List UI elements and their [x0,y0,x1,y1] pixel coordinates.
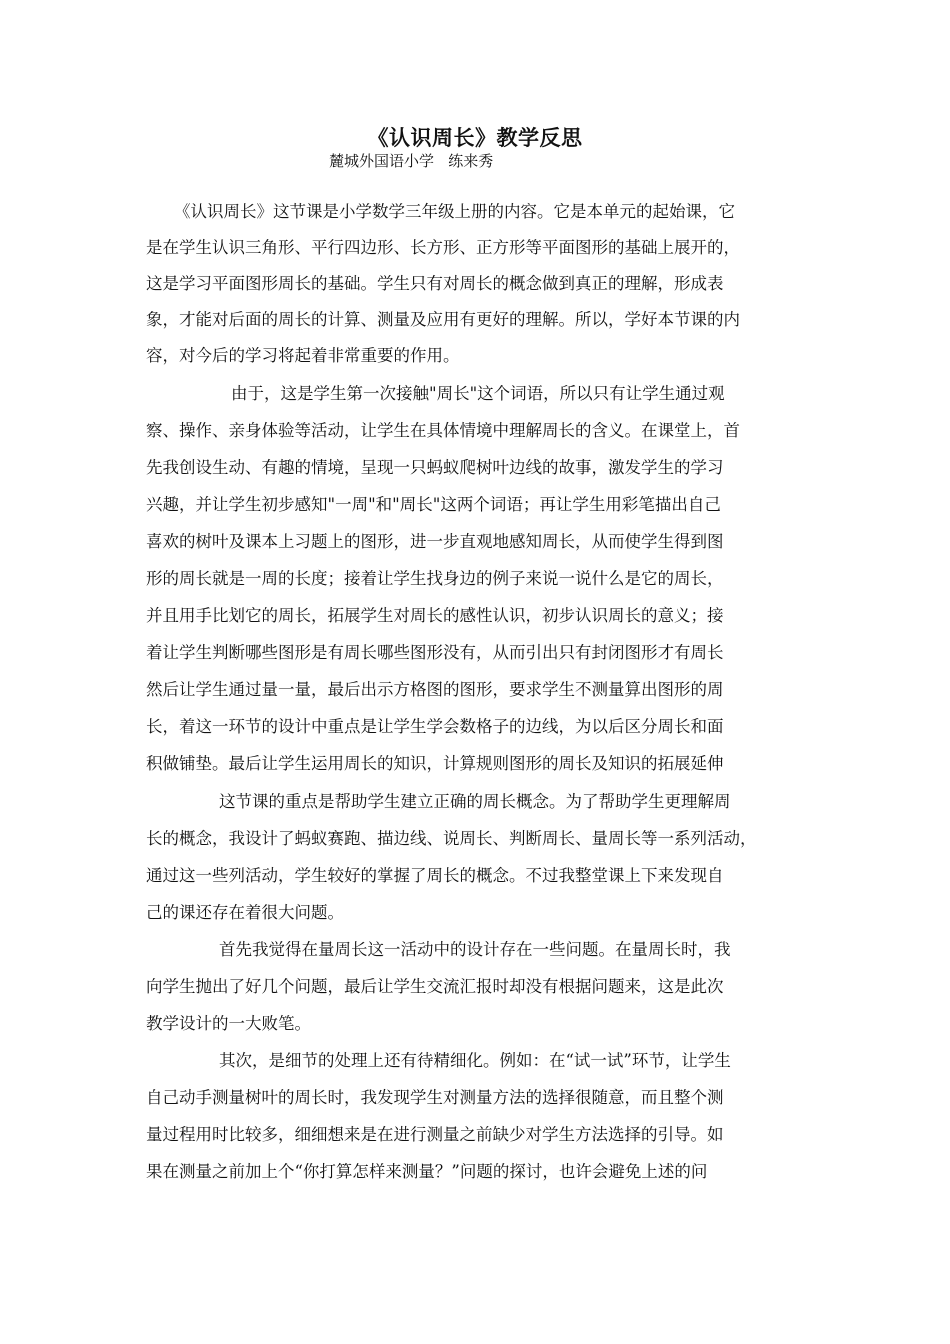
paragraph-2-line: 着让学生判断哪些图形是有周长哪些图形没有，从而引出只有封闭图形才有周长 [146,643,724,662]
paragraph-5-line: 自己动手测量树叶的周长时，我发现学生对测量方法的选择很随意，而且整个测 [146,1088,724,1107]
paragraph-5-line: 其次，是细节的处理上还有待精细化。例如：在“试一试”环节，让学生 [219,1051,731,1070]
paragraph-2-line: 积做铺垫。最后让学生运用周长的知识，计算规则图形的周长及知识的拓展延伸 [146,754,724,773]
paragraph-1-line: 容，对今后的学习将起着非常重要的作用。 [146,346,460,365]
paragraph-2-line: 长，着这一环节的设计中重点是让学生学会数格子的边线，为以后区分周长和面 [146,717,724,736]
paragraph-4-line: 教学设计的一大败笔。 [146,1014,311,1033]
paragraph-1-line: 《认识周长》这节课是小学数学三年级上册的内容。它是本单元的起始课，它 [174,202,735,221]
paragraph-2-line: 由于，这是学生第一次接触"周长"这个词语，所以只有让学生通过观 [231,384,725,403]
paragraph-1-line: 是在学生认识三角形、平行四边形、长方形、正方形等平面图形的基础上展开的， [146,238,740,257]
paragraph-2-line: 先我创设生动、有趣的情境，呈现一只蚂蚁爬树叶边线的故事，激发学生的学习 [146,458,724,477]
paragraph-3-line: 长的概念，我设计了蚂蚁赛跑、描边线、说周长、判断周长、量周长等一系列活动， [146,829,757,848]
paragraph-4-line: 首先我觉得在量周长这一活动中的设计存在一些问题。在量周长时，我 [219,940,731,959]
paragraph-1-line: 这是学习平面图形周长的基础。学生只有对周长的概念做到真正的理解，形成表 [146,274,724,293]
paragraph-2-line: 喜欢的树叶及课本上习题上的图形，进一步直观地感知周长，从而使学生得到图 [146,532,724,551]
paragraph-5-line: 果在测量之前加上个“你打算怎样来测量？”问题的探讨，也许会避免上述的问 [146,1162,708,1181]
author-byline: 麓城外国语小学 练来秀 [329,152,494,170]
paragraph-1-line: 象，才能对后面的周长的计算、测量及应用有更好的理解。所以，学好本节课的内 [146,310,740,329]
paragraph-2-line: 然后让学生通过量一量，最后出示方格图的图形，要求学生不测量算出图形的周 [146,680,724,699]
paragraph-3-line: 这节课的重点是帮助学生建立正确的周长概念。为了帮助学生更理解周 [219,792,731,811]
paragraph-2-line: 形的周长就是一周的长度；接着让学生找身边的例子来说一说什么是它的周长， [146,569,724,588]
paragraph-2-line: 察、操作、亲身体验等活动，让学生在具体情境中理解周长的含义。在课堂上，首 [146,421,740,440]
paragraph-2-line: 并且用手比划它的周长，拓展学生对周长的感性认识，初步认识周长的意义；接 [146,606,724,625]
document-title: 《认识周长》教学反思 [367,125,583,150]
paragraph-3-line: 通过这一些列活动，学生较好的掌握了周长的概念。不过我整堂课上下来发现自 [146,866,724,885]
paragraph-2-line: 兴趣，并让学生初步感知"一周"和"周长"这两个词语；再让学生用彩笔描出自己 [146,495,721,514]
paragraph-5-line: 量过程用时比较多，细细想来是在进行测量之前缺少对学生方法选择的引导。如 [146,1125,724,1144]
paragraph-4-line: 向学生抛出了好几个问题，最后让学生交流汇报时却没有根据问题来，这是此次 [146,977,724,996]
paragraph-3-line: 己的课还存在着很大问题。 [146,903,344,922]
